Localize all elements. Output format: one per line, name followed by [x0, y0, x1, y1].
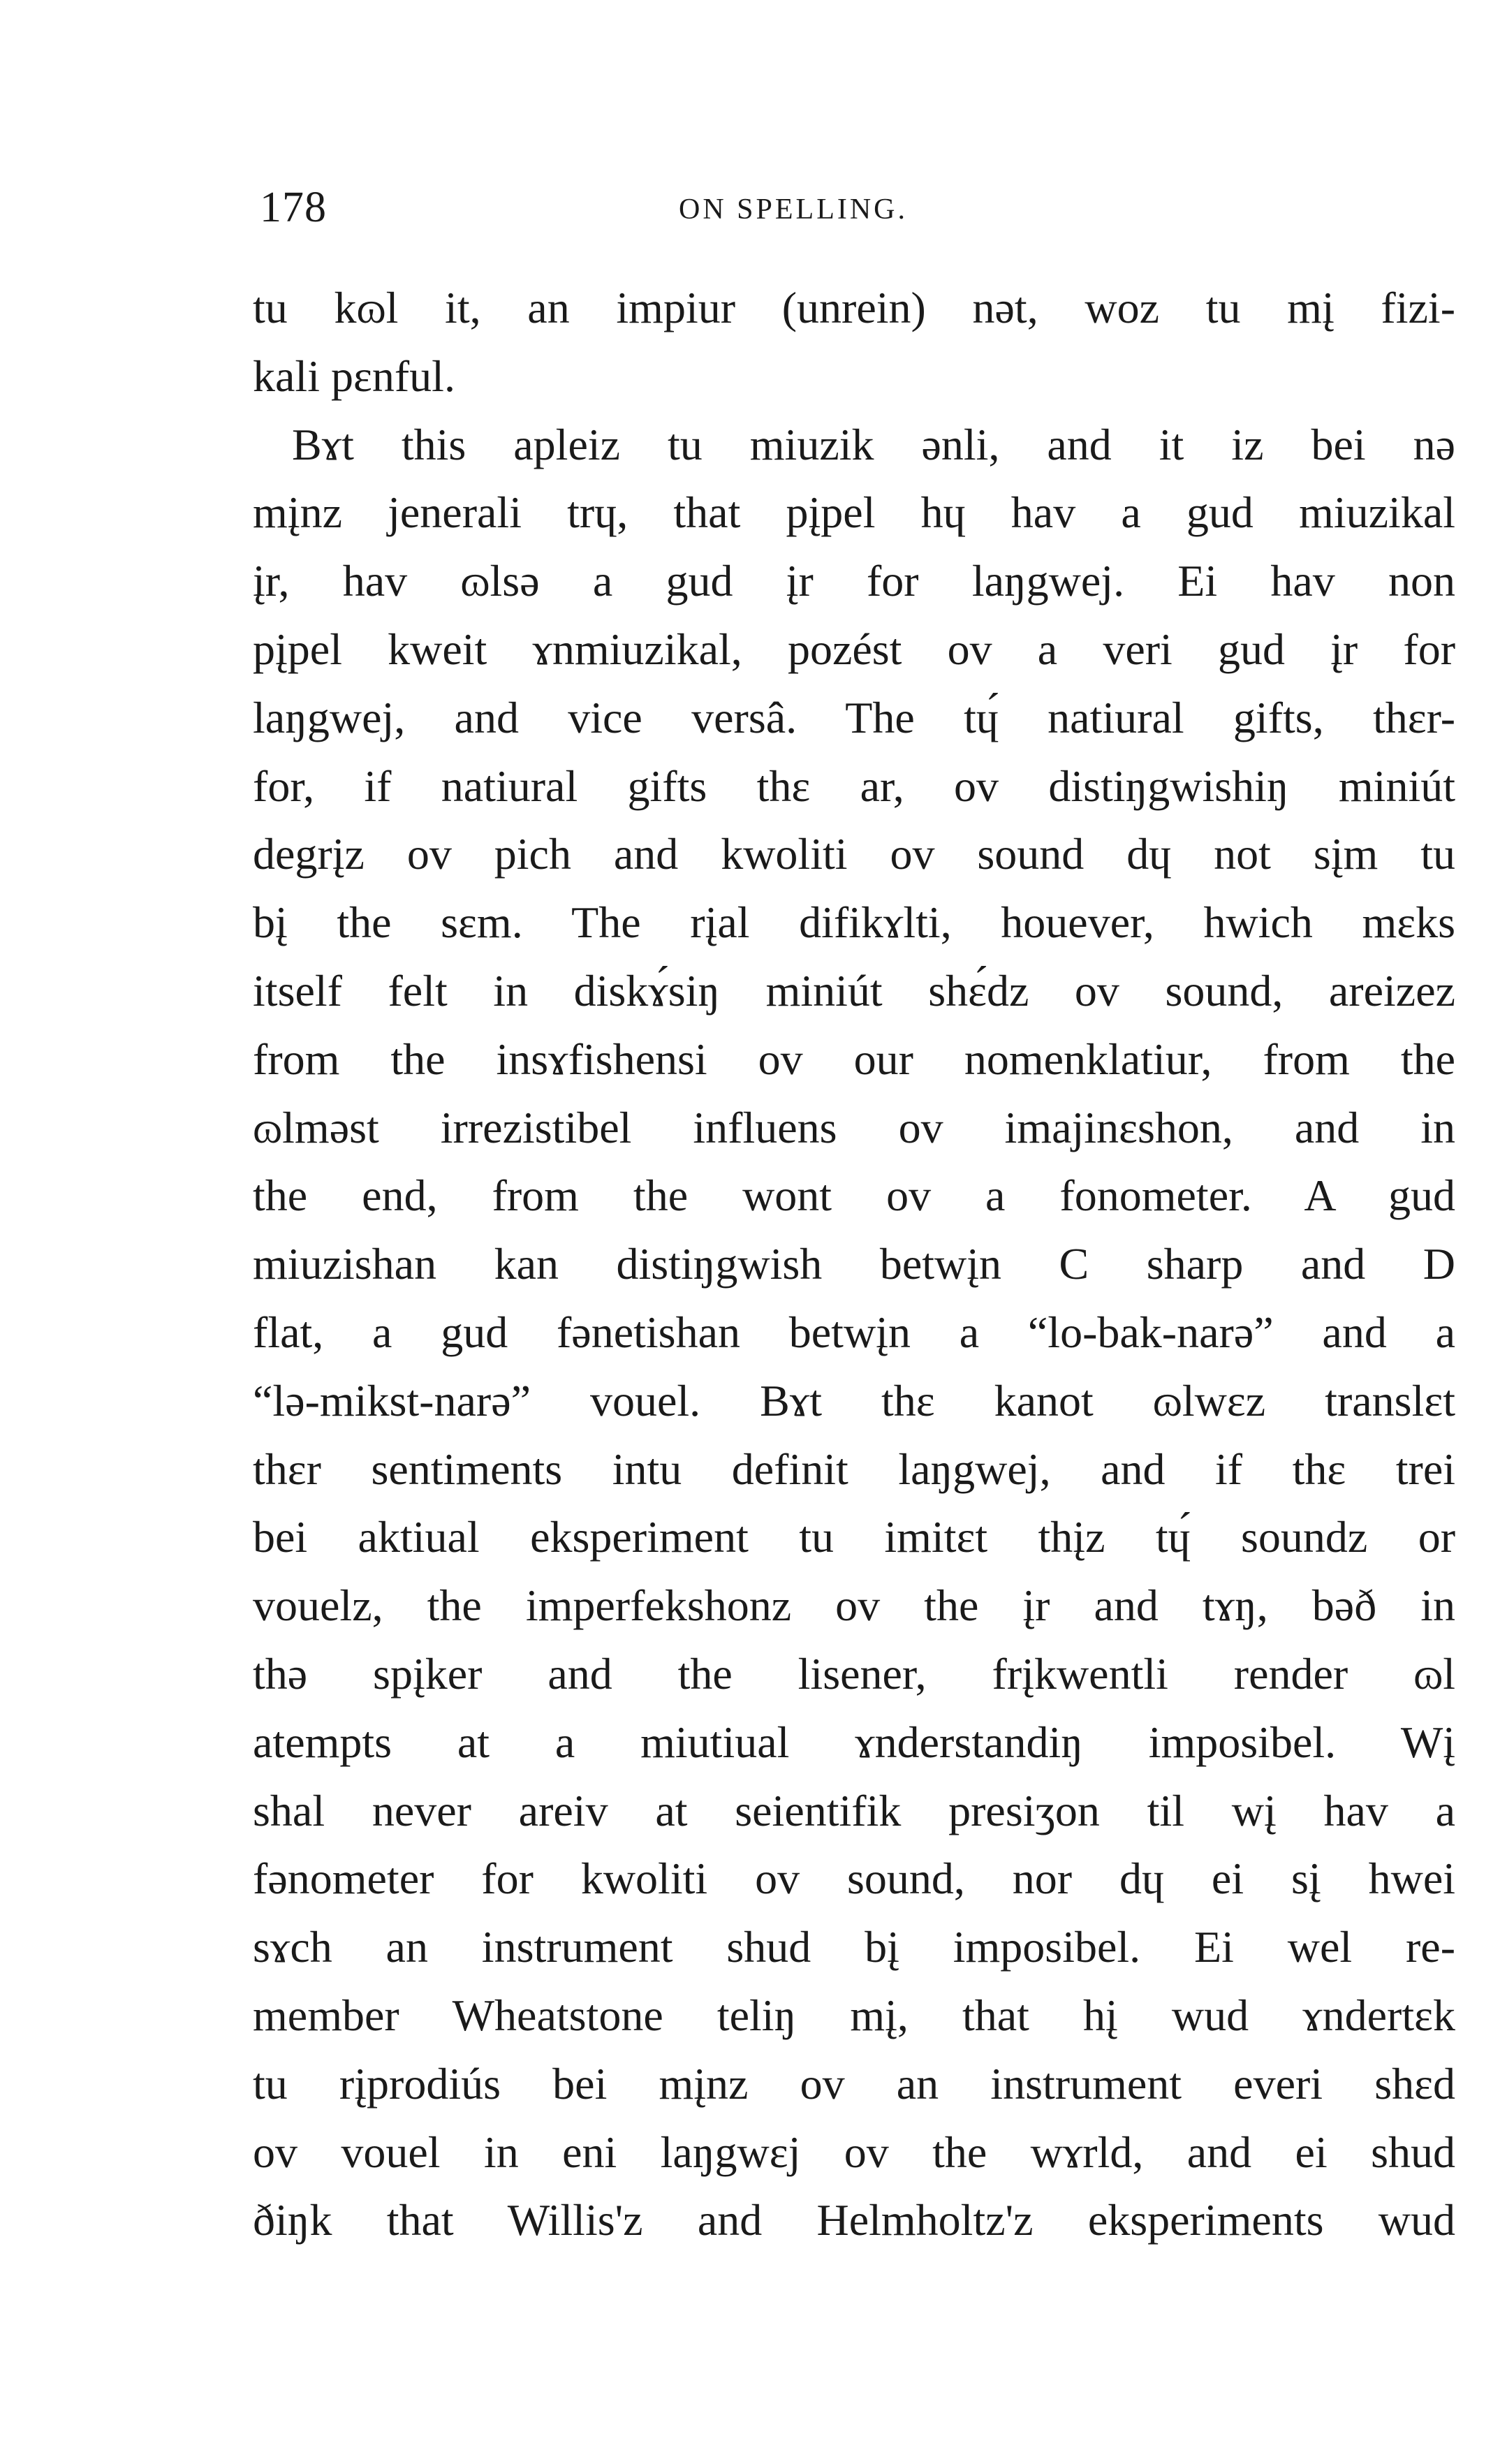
page-number: 178 [260, 184, 327, 231]
text-line: itself felt in diskɤ́siŋ miniút shɛ́dz ov sound, areizez [253, 965, 1455, 1015]
text-line: thɛr sentiments intu definit laŋgwej, and if thɛ trei [253, 1444, 1455, 1494]
text-line: tu kɷl it, an impiur (unrein) nət, woz tu mį fizi- [253, 283, 1455, 332]
text-line: tu rįprodiús bei mįnz ov an instrument everi shɛd [253, 2058, 1455, 2109]
body-text [253, 274, 1455, 2254]
text-line: mįnz jenerali trɥ, that pįpel hɥ hav a gud miuzikal [253, 487, 1455, 538]
text-line: member Wheatstone teliŋ mį, that hį wud ɤndertɛk [253, 1990, 1455, 2040]
text-line: the end, from the wont ov a fonometer. A gud [253, 1171, 1455, 1221]
text-line: from the insɤfishensi ov our nomenklatiur, from the [253, 1034, 1455, 1084]
text-line: atempts at a miutiual ɤnderstandiŋ imposibel. Wį [253, 1717, 1455, 1767]
text-line: sɤch an instrument shud bį imposibel. Ei wel re- [253, 1922, 1455, 1972]
text-line: bį the sɛm. The rįal difikɤlti, houever, hwich mɛks [253, 897, 1455, 948]
text-line: shal never areiv at seientifik presiʒon til wį hav a [253, 1785, 1455, 1835]
text-line: fənometer for kwoliti ov sound, nor dɥ ei sį hwei [253, 1854, 1455, 1904]
text-line: miuzishan kan distiŋgwish betwįn C sharp and D [253, 1239, 1455, 1289]
text-line: įr, hav ɷlsə a gud įr for laŋgwej. Ei hav non [253, 556, 1455, 606]
text-line: bei aktiual eksperiment tu imitɛt thįz tɥ́ soundz or [253, 1512, 1455, 1562]
text-line: vouelz, the imperfekshonz ov the įr and tɤŋ, bəð in [253, 1581, 1455, 1631]
text-line: degrįz ov pich and kwoliti ov sound dɥ not sįm tu [253, 829, 1455, 879]
text-line: laŋgwej, and vice versâ. The tɥ́ natiural gifts, thɛr- [253, 692, 1455, 742]
text-line: ov vouel in eni laŋgwɛj ov the wɤrld, and ei shud [253, 2127, 1455, 2177]
text-line: kali pɛnful. [253, 351, 455, 401]
text-line: ɷlməst irrezistibel influens ov imajinɛshon, and in [253, 1102, 1455, 1152]
running-head: ON SPELLING. [679, 193, 908, 226]
text-line: pįpel kweit ɤnmiuzikal, pozést ov a veri gud įr for [253, 624, 1455, 674]
text-line: flat, a gud fənetishan betwįn a “lo-bak-narə” and a [253, 1307, 1455, 1357]
text-line: for, if natiural gifts thɛ ar, ov distiŋgwishiŋ miniút [253, 761, 1455, 811]
text-line: “lə-mikst-narə” vouel. Bɤt thɛ kanot ɷlwɛz translɛt [253, 1375, 1455, 1425]
page-header [260, 176, 1461, 239]
text-line: Bɤt this apleiz tu miuzik ənli, and it iz bei nə [292, 419, 1455, 469]
text-line: ðiŋk that Willis'z and Helmholtz'z eksperiments wud [253, 2195, 1455, 2245]
text-line: thə spįker and the lisener, frįkwentli render ɷl [253, 1648, 1455, 1699]
